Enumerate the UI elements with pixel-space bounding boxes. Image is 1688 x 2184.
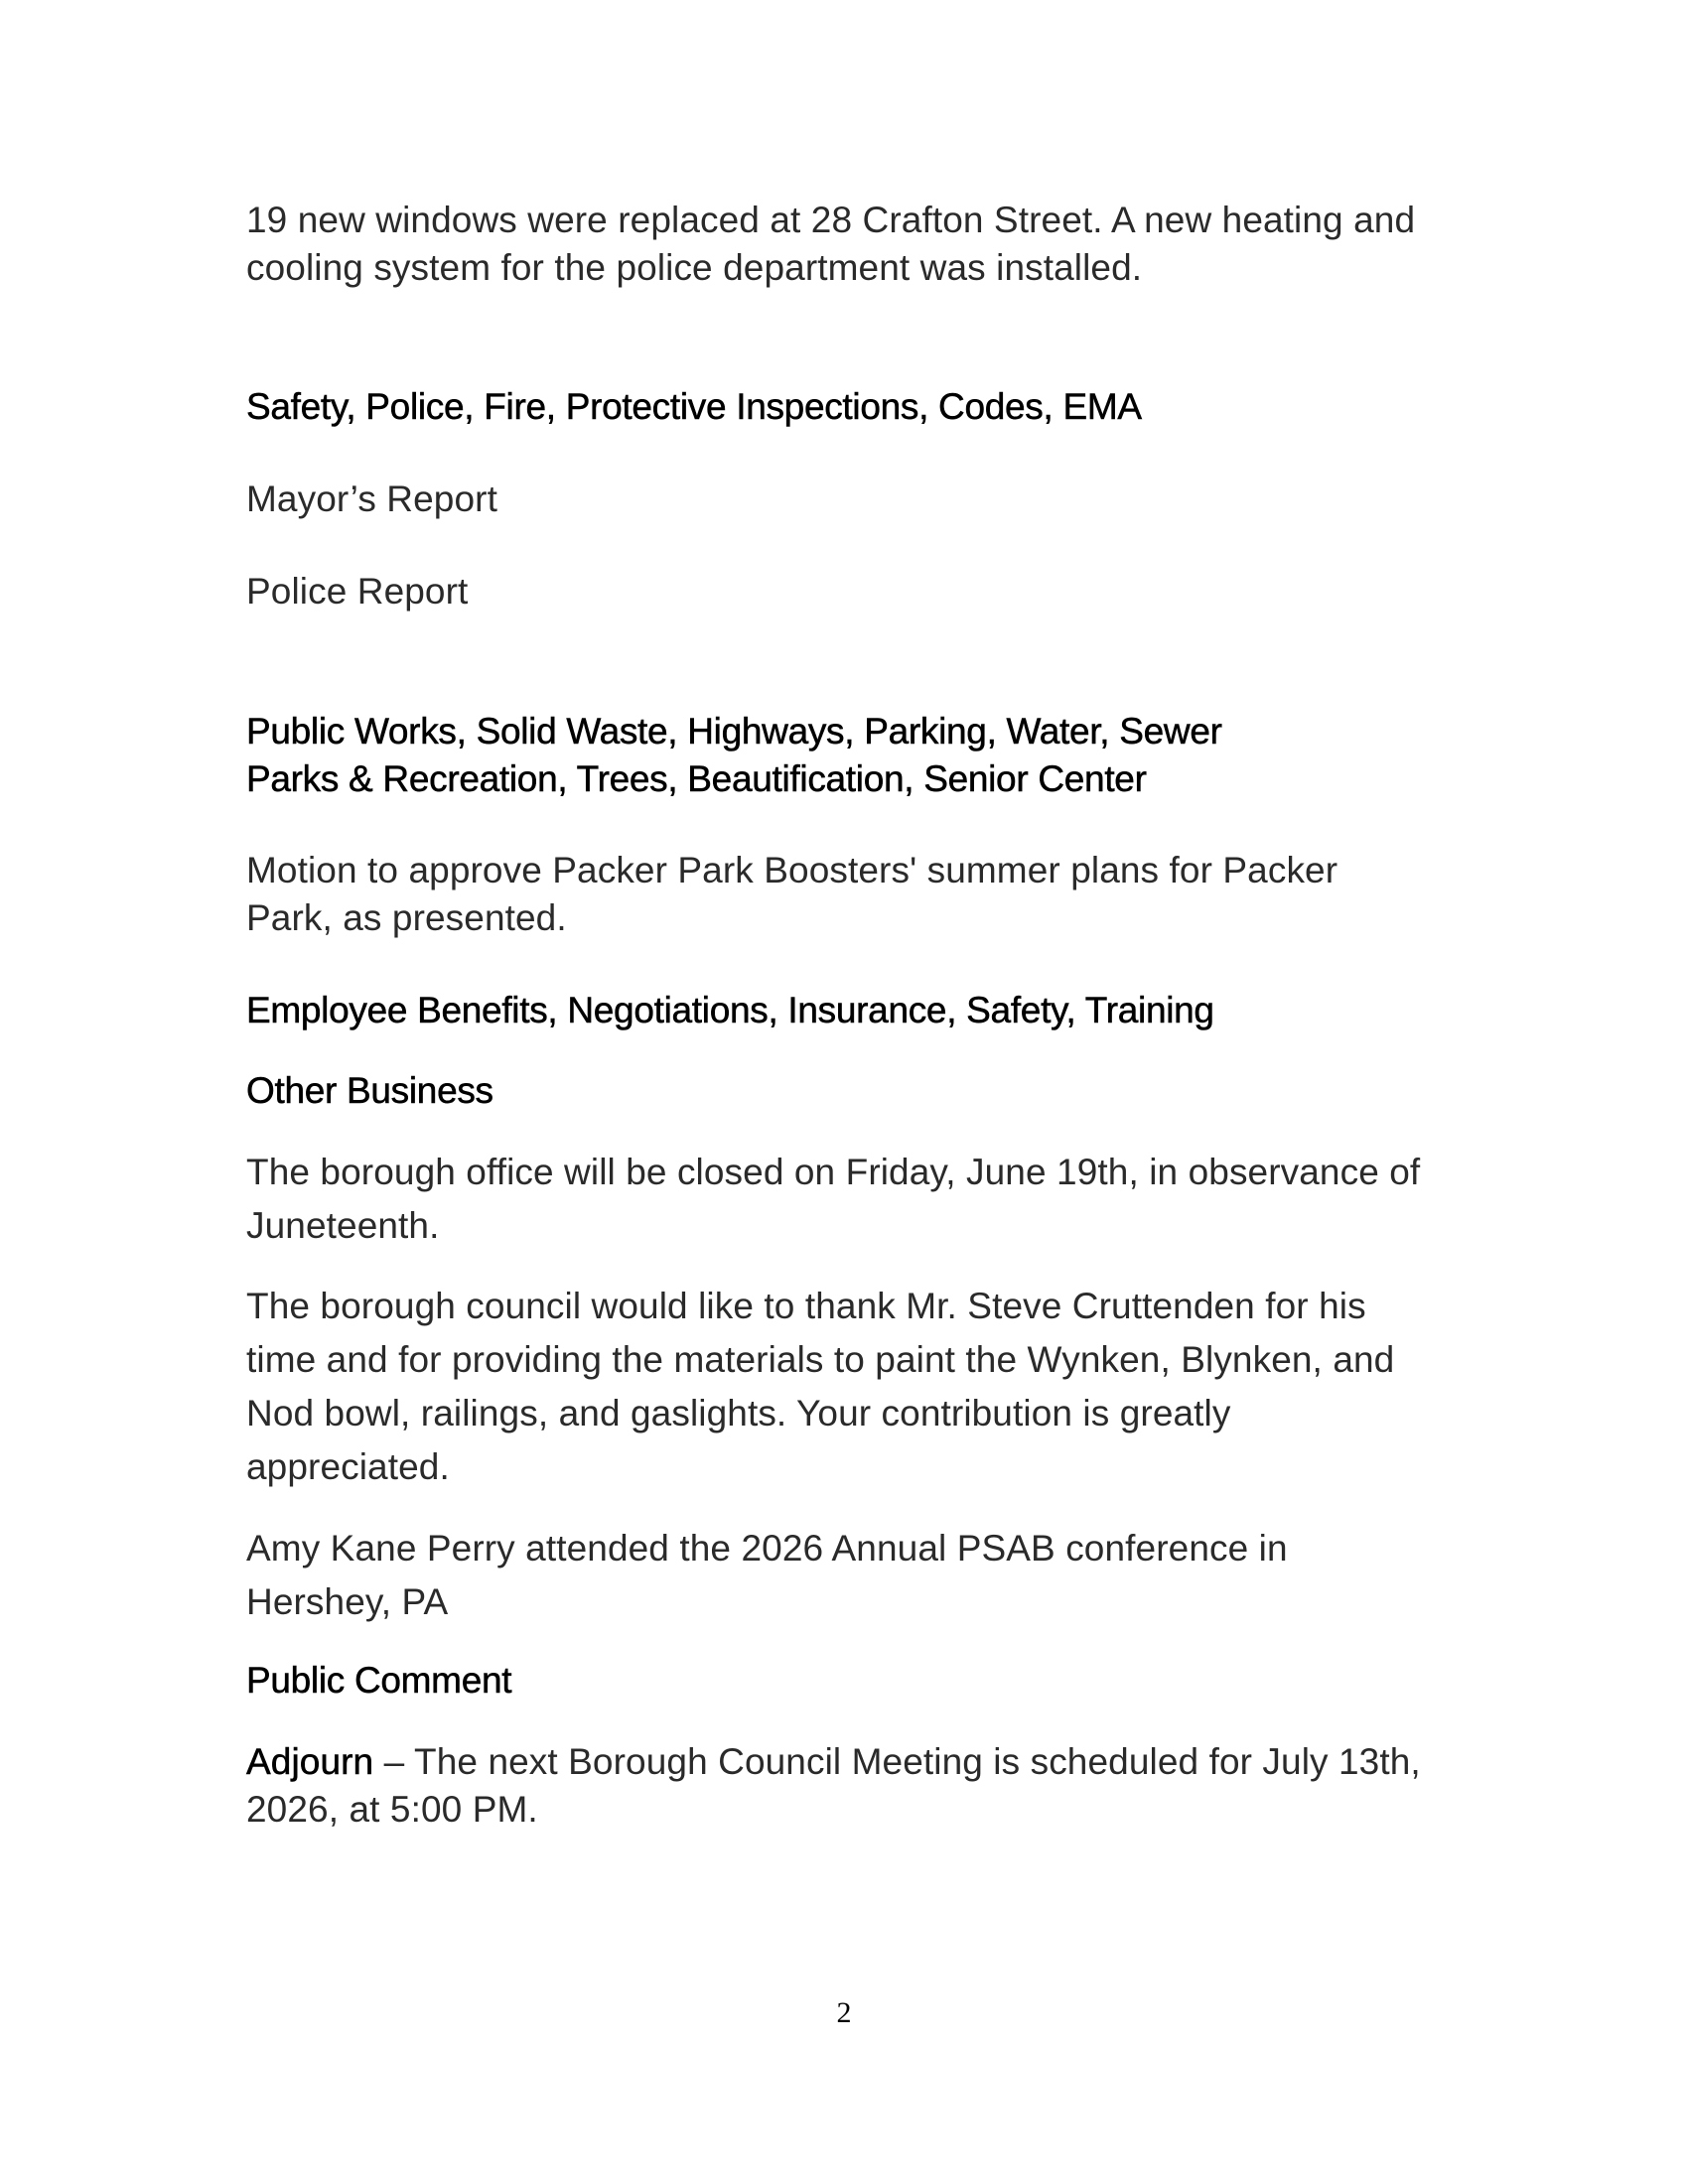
page-number: 2 xyxy=(836,1996,852,2029)
conference-line-2: Hershey, PA xyxy=(246,1581,449,1622)
office-closure-paragraph xyxy=(246,1146,1458,1253)
adjourn-text-line-2: 2026, at 5:00 PM. xyxy=(246,1789,538,1830)
thank-you-paragraph xyxy=(246,1280,1458,1494)
employee-benefits-heading: Employee Benefits, Negotiations, Insurance, Safety, Training xyxy=(246,990,1214,1030)
thanks-line-2: time and for providing the materials to paint the Wynken, Blynken, and xyxy=(246,1339,1395,1380)
thanks-line-3: Nod bowl, railings, and gaslights. Your contribution is greatly xyxy=(246,1393,1231,1433)
closure-line-2: Juneteenth. xyxy=(246,1205,440,1246)
motion-line-1: Motion to approve Packer Park Boosters' summer plans for Packer xyxy=(246,850,1338,890)
adjourn-label: Adjourn xyxy=(246,1741,374,1782)
conference-paragraph xyxy=(246,1522,1458,1629)
closure-line-1: The borough office will be closed on Friday, June 19th, in observance of xyxy=(246,1152,1421,1192)
conference-line-1: Amy Kane Perry attended the 2026 Annual PSAB conference in xyxy=(246,1528,1288,1569)
thanks-line-1: The borough council would like to thank Mr. Steve Cruttenden for his xyxy=(246,1286,1366,1326)
other-business-heading: Other Business xyxy=(246,1070,493,1111)
public-comment-heading: Public Comment xyxy=(246,1660,512,1701)
motion-line-2: Park, as presented. xyxy=(246,897,567,938)
public-works-heading-line-2: Parks & Recreation, Trees, Beautification, Senior Center xyxy=(246,758,1147,799)
adjourn-paragraph xyxy=(246,1738,1458,1834)
police-report: Police Report xyxy=(246,571,469,612)
intro-line-1: 19 new windows were replaced at 28 Crafton Street. A new heating and xyxy=(246,200,1416,240)
safety-heading: Safety, Police, Fire, Protective Inspections, Codes, EMA xyxy=(246,386,1142,427)
mayors-report: Mayor’s Report xyxy=(246,478,497,519)
thanks-line-4: appreciated. xyxy=(246,1446,450,1487)
public-works-heading xyxy=(246,708,1458,803)
public-works-heading-line-1: Public Works, Solid Waste, Highways, Parking, Water, Sewer xyxy=(246,711,1222,751)
intro-paragraph xyxy=(246,197,1458,292)
intro-line-2: cooling system for the police department was installed. xyxy=(246,247,1143,288)
adjourn-text-line-1: – The next Borough Council Meeting is scheduled for July 13th, xyxy=(373,1741,1421,1782)
packer-park-motion xyxy=(246,847,1458,942)
